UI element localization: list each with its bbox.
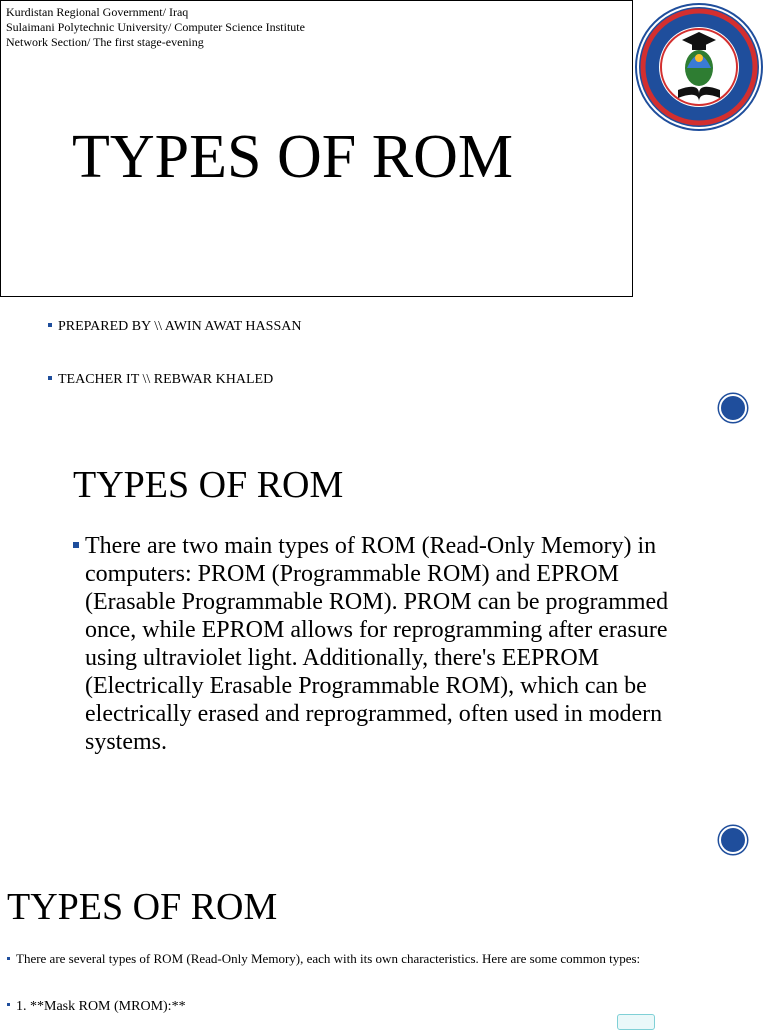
bullet-marker-icon	[7, 957, 10, 960]
institution-header	[6, 5, 305, 50]
slide3-bullet	[7, 999, 186, 1015]
bullet-marker-icon	[48, 376, 52, 380]
header-line-section: Network Section/ The first stage-evening	[6, 35, 204, 49]
slide3-title: TYPES OF ROM	[7, 886, 278, 928]
bullet-marker-icon	[48, 323, 52, 327]
title-slide	[0, 0, 768, 297]
prepared-by-text: PREPARED BY \\ AWIN AWAT HASSAN	[58, 319, 302, 334]
toolbar-popup[interactable]	[617, 1014, 655, 1030]
slide2-title: TYPES OF ROM	[73, 464, 344, 506]
prepared-by-bullet	[48, 318, 301, 336]
slide3-bullet-text: There are several types of ROM (Read-Only Memory), each with its own characteristics. Here are some common types:	[16, 951, 641, 966]
bullet-marker-icon	[7, 1003, 10, 1006]
slide2-body	[73, 532, 713, 756]
header-line-government: Kurdistan Regional Government/ Iraq	[6, 5, 189, 19]
header-line-university: Sulaimani Polytechnic University/ Computer Science Institute	[6, 20, 305, 34]
title-slide-frame	[0, 0, 633, 297]
slide2-paragraph: There are two main types of ROM (Read-Only Memory) in computers: PROM (Programmable ROM) and EPROM (Erasable Programmable ROM). PROM can be programmed once, while EPROM allows for reprogramming after erasure using ultraviolet light. Additionally, there's EEPROM (Electrically Erasable Programmable ROM), which can be electrically erased and reprogrammed, often used in modern systems.	[85, 533, 669, 755]
slide3-bullet-text: 1. **Mask ROM (MROM):**	[16, 999, 186, 1014]
slide3-bullet	[7, 951, 640, 967]
university-seal-icon	[632, 2, 766, 132]
slide-nav-dot-icon[interactable]	[719, 394, 747, 422]
bullet-marker-icon	[73, 542, 79, 548]
slide-nav-dot-icon[interactable]	[719, 826, 747, 854]
teacher-text: TEACHER IT \\ REBWAR KHALED	[58, 372, 274, 387]
teacher-bullet	[48, 371, 273, 389]
slide-title: TYPES OF ROM	[72, 123, 513, 191]
